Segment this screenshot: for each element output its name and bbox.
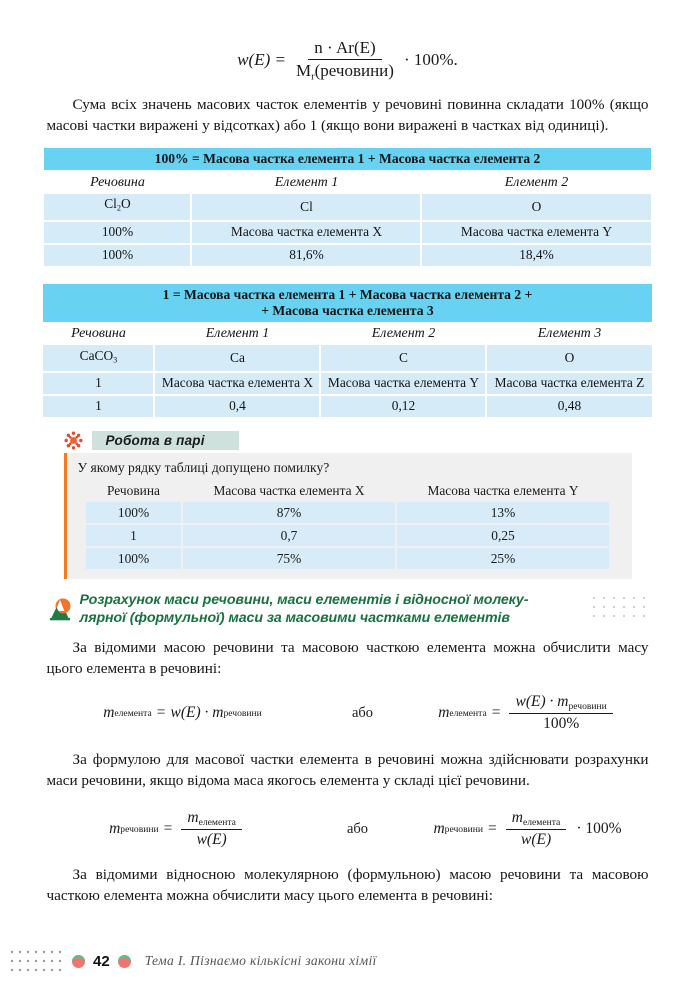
table2-r0-c1: Ca (155, 345, 319, 371)
pair-r0-c1: 87% (183, 502, 395, 523)
formula-row2-right (403, 809, 653, 849)
table2-r1-c3: Масова частка елемента Z (487, 373, 651, 394)
table-row (43, 345, 651, 371)
f2-right-fraction (506, 809, 567, 849)
f2-right-sub: речовини (444, 823, 484, 835)
f2-connector: або (346, 820, 369, 837)
decorative-dots (590, 594, 650, 624)
pair-work-table (84, 479, 611, 572)
f2-right-tail: · 100% (576, 820, 622, 838)
pair-r2-c1: 75% (183, 548, 395, 569)
f1-left-rhs-sub: речовини (223, 707, 262, 719)
table2-r0-c2: C (321, 345, 485, 371)
pair-work-header (64, 431, 632, 450)
f1-right-num-sub: речовини (568, 701, 607, 713)
table2-col-1: Елемент 1 (155, 324, 319, 344)
table2-r1-c0: 1 (43, 373, 153, 394)
f1-connector: або (351, 704, 374, 721)
molecule-dots-icon (64, 431, 83, 450)
f2-left-m: m (109, 820, 121, 838)
formula-lhs: w(E) = (237, 50, 286, 70)
formula-fraction (290, 38, 400, 82)
f2-right-den: w(E) (520, 831, 552, 849)
formula-row2-left (43, 809, 313, 849)
paragraph-3: За формулою для масової частки елемента в речовині можна здійснювати розрахунки маси речовини, якщо відома маса якогось елемента у складі цієї речовини. (46, 751, 649, 789)
table2-header (43, 284, 651, 322)
formula-tail: · 100%. (403, 50, 458, 70)
table2-col-2: Елемент 2 (321, 324, 485, 344)
table1-r2-c1: 81,6% (192, 245, 420, 266)
table2-r1-c2: Масова частка елемента Y (321, 373, 485, 394)
paragraph-2: За відомими масою речовини та масовою часткою елемента можна обчислити масу цього елемента в речовині: (46, 639, 649, 677)
mass-fraction-table-2 (41, 282, 653, 419)
pair-col-1: Масова частка елемента X (183, 481, 395, 501)
pair-r0-c0: 100% (86, 502, 181, 523)
f2-right-num (506, 809, 567, 830)
f1-right-eq: = (491, 704, 501, 722)
pair-r2-c2: 25% (397, 548, 609, 569)
pair-r0-c2: 13% (397, 502, 609, 523)
table-row (44, 245, 650, 266)
table2-header-line1: 1 = Масова частка елемента 1 + Масова частка елемента 2 + (162, 286, 533, 302)
formula-row-2 (0, 809, 695, 849)
f1-left-rhs: w(E) · m (170, 704, 224, 722)
f2-left-den: w(E) (196, 831, 227, 849)
formula-row1-right (408, 693, 648, 733)
table1-r2-c0: 100% (44, 245, 190, 266)
denominator-base: M (295, 61, 312, 80)
f1-right-num-text: w(E) · m (515, 693, 569, 711)
formula-row1-left (48, 704, 318, 722)
f2-left-num (181, 809, 242, 830)
table1-header: 100% = Масова частка елемента 1 + Масова частка елемента 2 (44, 148, 650, 170)
formula-denominator (290, 60, 400, 82)
table2-col-0: Речовина (43, 324, 153, 344)
pair-r2-c0: 100% (86, 548, 181, 569)
table2-header-line2: + Масова частка елемента 3 (261, 302, 434, 318)
table-header-row (44, 148, 650, 170)
formula-numerator: n · Ar(E) (308, 38, 381, 60)
table1-r1-c1: Масова частка елемента X (192, 222, 420, 243)
f1-left-m: m (103, 704, 115, 722)
main-formula (0, 0, 695, 82)
flask-triangle-icon (48, 593, 72, 623)
footer-chapter-title: Тема I. Пізнаємо кількісні закони хімії (144, 953, 377, 968)
table1-r0-c2: O (422, 194, 650, 220)
table1-col-2: Елемент 2 (422, 172, 650, 192)
table-header-row (43, 284, 651, 322)
f2-left-num-sub: елемента (198, 817, 236, 829)
f2-left-num-text: m (187, 809, 199, 827)
table-row (44, 222, 650, 243)
pair-work-question: У якому рядку таблиці допущено помилку? (77, 459, 330, 475)
table1-r0-c0: $Cl_2O$ (44, 194, 190, 220)
section-title (80, 592, 529, 627)
footer-bead-left (72, 955, 85, 968)
pair-r1-c0: 1 (86, 525, 181, 546)
f1-right-num (509, 693, 612, 714)
table1-r1-c0: 100% (44, 222, 190, 243)
f1-right-sub: елемента (449, 707, 487, 719)
f1-left-eq: = (156, 704, 166, 722)
section-title-line1: Розрахунок маси речовини, маси елементів і відносної молеку- (79, 592, 529, 609)
pair-r1-c1: 0,7 (183, 525, 395, 546)
section-title-line2: лярної (формульної) маси за масовими частками елементів (79, 609, 510, 626)
f2-right-num-sub: елемента (522, 817, 561, 829)
table1-r1-c2: Масова частка елемента Y (422, 222, 650, 243)
f2-right-num-text: m (511, 809, 523, 827)
table-row (86, 548, 609, 569)
denominator-rest: (речовини) (314, 61, 394, 80)
table-column-header-row (86, 481, 609, 501)
f1-left-sub: елемента (114, 707, 152, 719)
table1-col-0: Речовина (44, 172, 190, 192)
mass-fraction-table-1 (42, 146, 652, 267)
table2-col-3: Елемент 3 (487, 324, 651, 344)
table2-r2-c0: 1 (43, 396, 153, 417)
table1-r2-c2: 18,4% (422, 245, 650, 266)
footer-bead-right (118, 955, 131, 968)
table2-r2-c1: 0,4 (155, 396, 319, 417)
table2-r0-c0: CaCO$_3$ (43, 345, 153, 371)
table1-r0-c1: Cl (192, 194, 420, 220)
table-row (44, 194, 650, 220)
f2-left-eq: = (163, 820, 173, 838)
table2-r2-c2: 0,12 (321, 396, 485, 417)
table2-r0-c3: O (487, 345, 651, 371)
pair-work-panel (64, 453, 632, 580)
table2-r2-c3: 0,48 (487, 396, 651, 417)
table-column-header-row (43, 324, 651, 344)
f2-right-m: m (433, 820, 445, 838)
table-row (43, 373, 651, 394)
denominator-subscript: r (311, 71, 315, 83)
table-column-header-row (44, 172, 650, 192)
pair-col-2: Масова частка елемента Y (397, 481, 609, 501)
table1-col-1: Елемент 1 (192, 172, 420, 192)
intro-paragraph: Сума всіх значень масових часток елементів у речовині повинна складати 100% (якщо масові частки виражені у відсотках) або 1 (якщо вони виражені в частках від одиниці). (46, 96, 649, 134)
table-row (43, 396, 651, 417)
f1-right-den: 100% (543, 715, 580, 733)
page-number: 42 (93, 952, 110, 970)
f2-left-sub: речовини (120, 823, 159, 835)
f2-right-eq: = (488, 820, 497, 838)
pair-work-block (64, 431, 632, 580)
section-heading (48, 592, 648, 627)
table2-r1-c1: Масова частка елемента X (155, 373, 319, 394)
f1-right-m: m (438, 704, 450, 722)
f1-right-fraction (509, 693, 612, 733)
pair-col-0: Речовина (86, 481, 181, 501)
pair-work-label: Робота в парі (92, 431, 239, 450)
formula-row-1 (0, 693, 695, 733)
footer-dots-decoration (8, 948, 72, 974)
page-footer (0, 936, 695, 986)
paragraph-4: За відомими відносною молекулярною (формульною) масою речовини та масовою часткою елемента можна обчислити масу цього елемента в речовині: (46, 866, 649, 904)
f2-left-fraction (181, 809, 242, 849)
pair-r1-c2: 0,25 (397, 525, 609, 546)
table-row (86, 502, 609, 523)
table-row (86, 525, 609, 546)
